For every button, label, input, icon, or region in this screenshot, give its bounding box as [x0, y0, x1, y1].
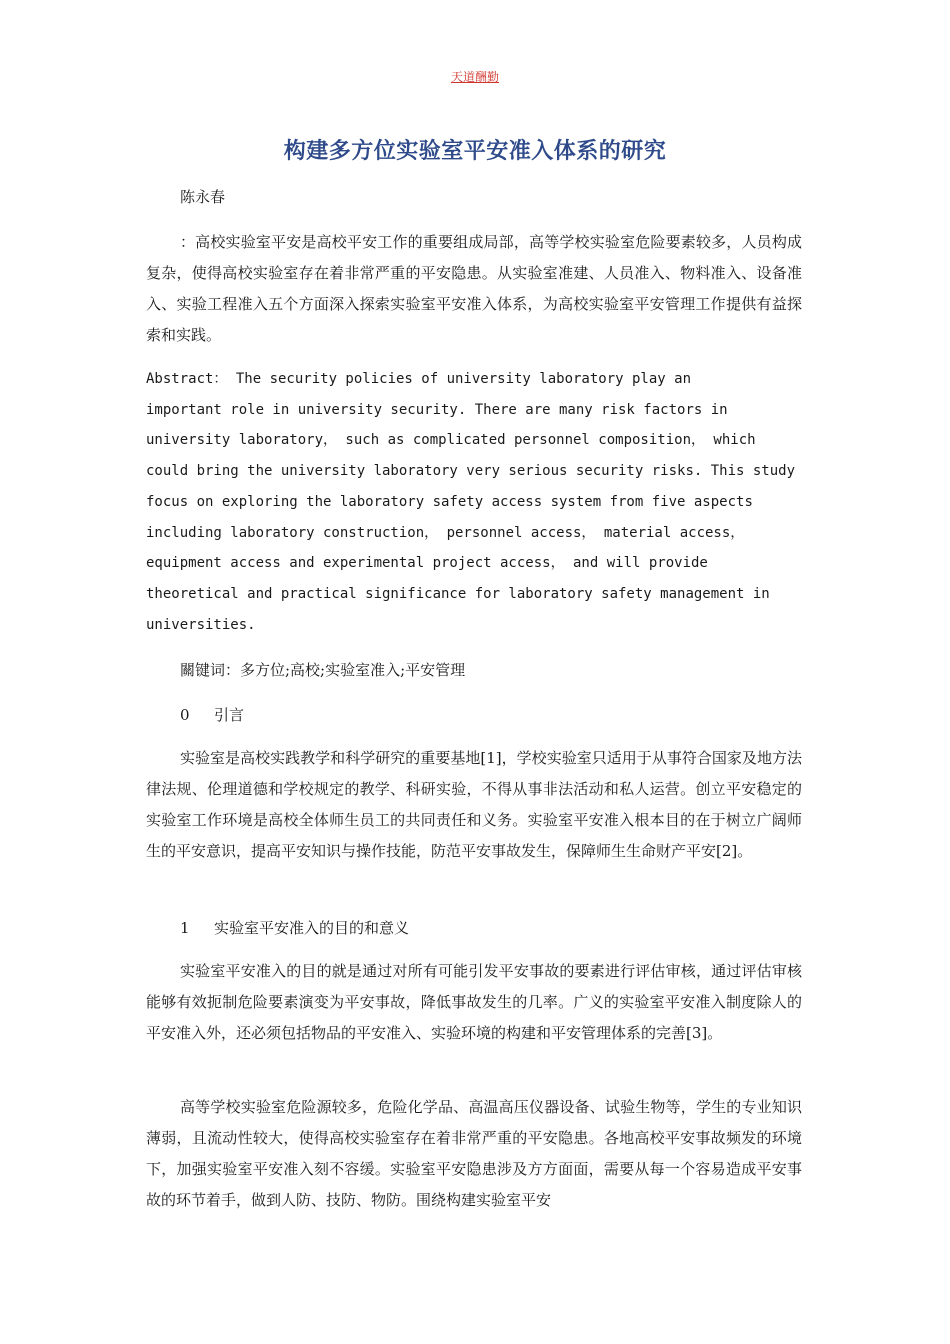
abstract-chinese: ：高校实验室平安是高校平安工作的重要组成局部，高等学校实验室危险要素较多，人员构成复杂，使得高校实验室存在着非常严重的平安隐患。从实验室准建、人员准入、物料准入、设备准入、实验工程准入五个方面深入探索实验室平安准入体系，为高校实验室平安管理工作提供有益探索和实践。 — [146, 233, 802, 344]
section-heading-0 — [180, 704, 244, 725]
section-title: 引言 — [214, 706, 245, 724]
paragraph-hazards: 高等学校实验室危险源较多，危险化学品、高温高压仪器设备、试验生物等，学生的专业知识薄弱，且流动性较大，使得高校实验室存在着非常严重的平安隐患。各地高校平安事故频发的环境下，加强实验室平安准入刻不容缓。实验室平安隐患涉及方方面面，需要从每一个容易造成平安事故的环节着手，做到人防、技防、物防。围绕构建实验室平安 — [146, 1098, 802, 1209]
paragraph-intro: 实验室是高校实践教学和科学研究的重要基地[1]，学校实验室只适用于从事符合国家及地方法律法规、伦理道德和学校规定的教学、科研实验，不得从事非法活动和私人运营。创立平安稳定的实验室工作环境是高校全体师生员工的共同责任和义务。实验室平安准入根本目的在于树立广阔师生的平安意识，提高平安知识与操作技能，防范平安事故发生，保障师生生命财产平安[2]。 — [146, 749, 802, 860]
section-heading-1 — [180, 917, 409, 938]
section-title: 实验室平安准入的目的和意义 — [214, 919, 410, 937]
author: 陈永春 — [180, 188, 226, 206]
keywords: 關键词：多方位;高校;实验室准入;平安管理 — [180, 661, 466, 679]
abstract-english: Abstract： The security policies of university laboratory play an important role in university security. There are many risk factors in university laboratory， such as complicated personnel composition， which could bring the university laboratory very serious security risks. This study focus on exploring the laboratory safety access system from five aspects including laboratory construction， personnel access， material access， equipment access and experimental project access， and will provide theoretical and practical significance for laboratory safety management in universities. — [146, 371, 796, 633]
section-number: 0 — [180, 706, 190, 724]
header-link[interactable]: 天道酬勤 — [450, 70, 499, 84]
page-title: 构建多方位实验室平安准入体系的研究 — [283, 139, 667, 164]
section-number: 1 — [180, 919, 190, 937]
paragraph-purpose: 实验室平安准入的目的就是通过对所有可能引发平安事故的要素进行评估审核，通过评估审核能够有效扼制危险要素演变为平安事故，降低事故发生的几率。广义的实验室平安准入制度除人的平安准入外，还必须包括物品的平安准入、实验环境的构建和平安管理体系的完善[3]。 — [146, 962, 802, 1042]
